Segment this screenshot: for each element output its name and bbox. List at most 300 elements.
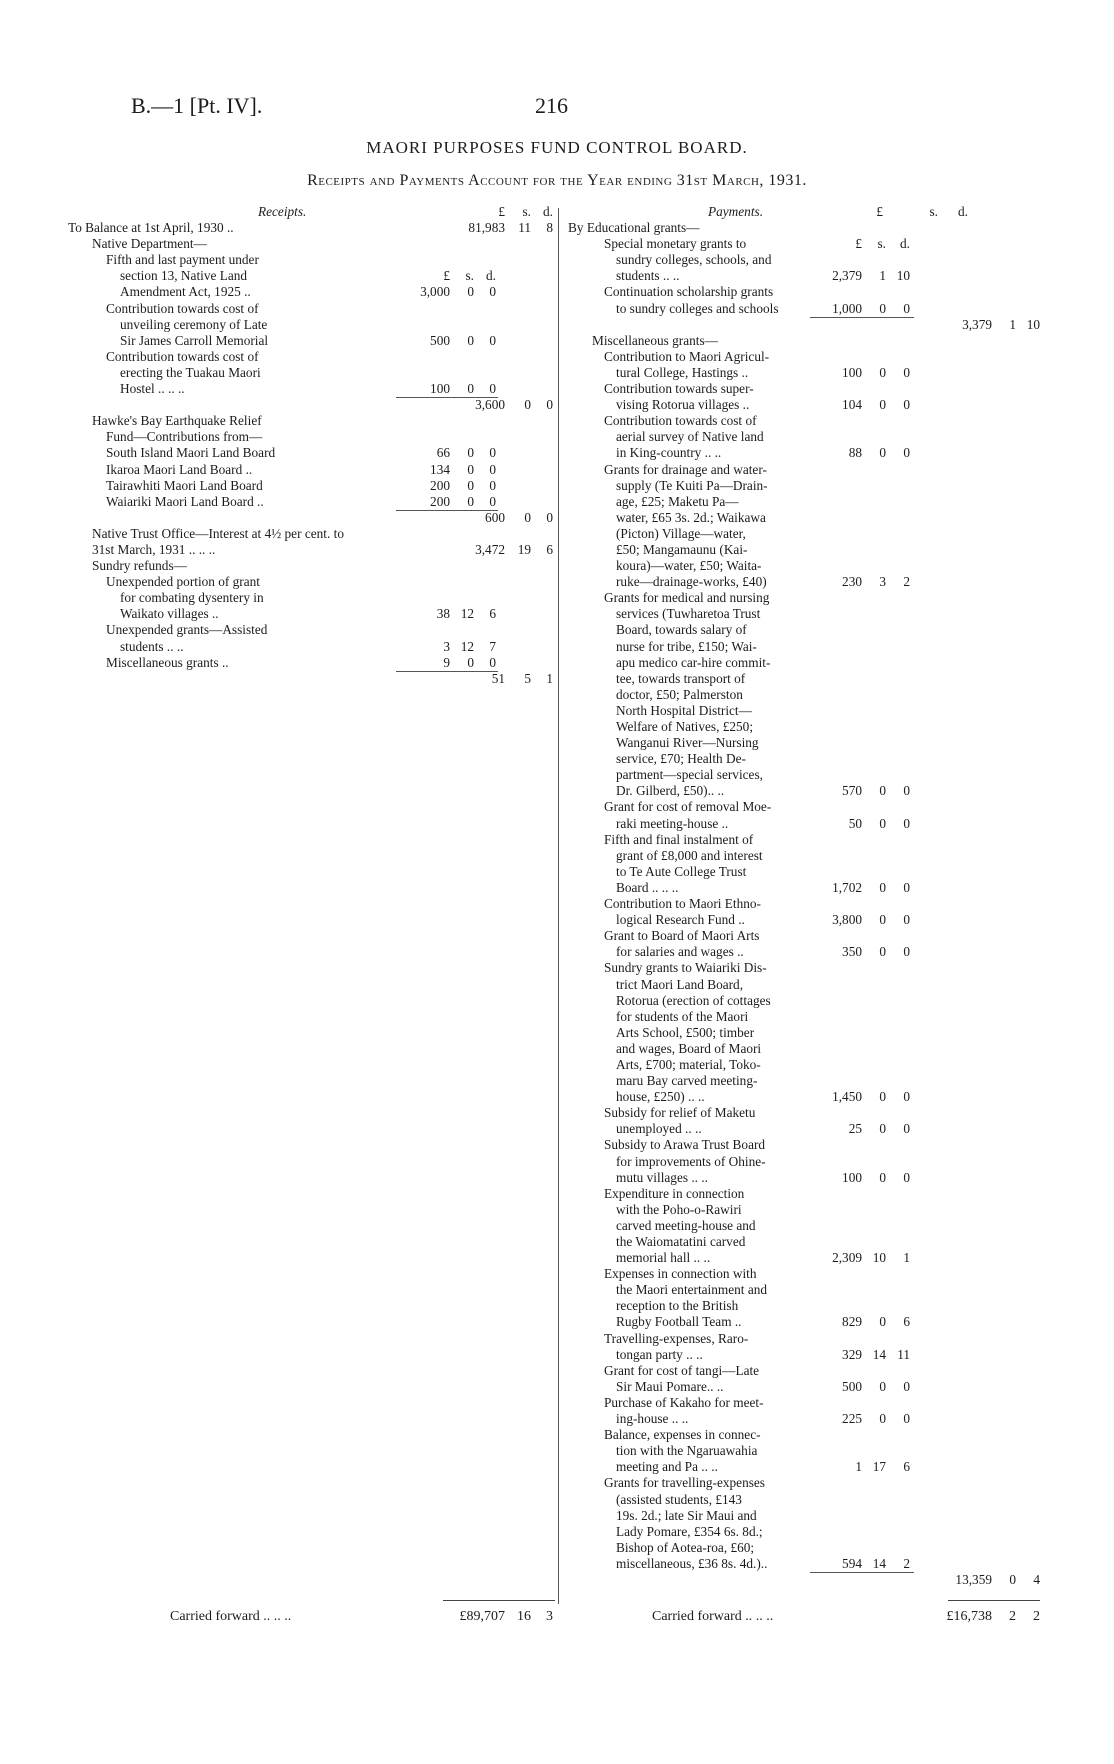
- payments-line: [568, 268, 1048, 284]
- payments-line-text: Grants for medical and nursing: [604, 590, 770, 606]
- receipts-item-shillings: 0: [467, 493, 474, 509]
- payments-line: [568, 1170, 1048, 1186]
- payments-line-text: Sundry grants to Waiariki Dis-: [604, 960, 767, 976]
- payments-subtotal-pounds: 13,359: [955, 1571, 992, 1587]
- payments-item-pence: 0: [903, 445, 910, 461]
- receipts-line: [68, 526, 553, 542]
- receipts-item-pounds: 3,000: [420, 284, 450, 300]
- payments-item-pounds: 570: [842, 783, 862, 799]
- payments-item-pence: 0: [903, 1121, 910, 1137]
- receipts-line: [68, 558, 553, 574]
- receipts-pounds-head: £: [498, 204, 505, 219]
- payments-line-text: Expenditure in connection: [604, 1185, 745, 1201]
- receipts-line-text: Waiariki Maori Land Board ..: [106, 493, 264, 509]
- payments-line-text: tion with the Ngaruawahia: [616, 1443, 758, 1459]
- receipts-subtotal-pounds: 81,983: [468, 220, 505, 236]
- payments-line: [568, 1073, 1048, 1089]
- receipts-item-pounds: 500: [430, 332, 450, 348]
- payments-line-text: apu medico car-hire commit-: [616, 654, 771, 670]
- payments-line: [568, 1508, 1048, 1524]
- payments-line: [568, 220, 1048, 236]
- payments-line-text: doctor, £50; Palmerston: [616, 686, 743, 702]
- payments-line: [568, 1314, 1048, 1330]
- receipts-item-pounds: 100: [430, 381, 450, 397]
- payments-item-pounds: 2,309: [832, 1250, 862, 1266]
- payments-line: [568, 783, 1048, 799]
- receipts-total-rule: [443, 1600, 555, 1601]
- receipts-line: [68, 462, 553, 478]
- board-title: MAORI PURPOSES FUND CONTROL BOARD.: [366, 138, 748, 157]
- payments-line-text: Grant to Board of Maori Arts: [604, 928, 760, 944]
- payments-line-text: nurse for tribe, £150; Wai-: [616, 638, 757, 654]
- payments-item-pence: 2: [903, 574, 910, 590]
- receipts-subtotal-pounds: 51: [491, 670, 505, 686]
- payments-item-shillings: 0: [879, 1378, 886, 1394]
- receipts-subtotal-shillings: 0: [524, 509, 531, 525]
- receipts-column: [68, 204, 553, 687]
- receipts-line-text: Unexpended portion of grant: [106, 574, 260, 590]
- receipts-item-pence: 7: [489, 638, 496, 654]
- payments-line: [568, 799, 1048, 815]
- receipts-line-text: To Balance at 1st April, 1930 ..: [68, 220, 234, 236]
- receipts-line-text: Tairawhiti Maori Land Board: [106, 477, 263, 493]
- receipts-line-text: Miscellaneous grants ..: [106, 654, 229, 670]
- payments-item-pence: 11: [897, 1346, 910, 1362]
- payments-line: [568, 365, 1048, 381]
- payments-line: [568, 832, 1048, 848]
- payments-item-shillings: 0: [879, 1314, 886, 1330]
- payments-item-pence: 0: [903, 1378, 910, 1394]
- payments-line-text: Travelling-expenses, Raro-: [604, 1330, 749, 1346]
- payments-line: [568, 1009, 1048, 1025]
- payments-line: [568, 333, 1048, 349]
- payments-line: [568, 445, 1048, 461]
- payments-line-text: mutu villages .. ..: [616, 1169, 708, 1185]
- payments-item-pence: 0: [903, 1411, 910, 1427]
- receipts-line-text: Native Trust Office—Interest at 4½ per cent. to: [92, 525, 344, 541]
- payments-line-text: Sir Maui Pomare.. ..: [616, 1378, 724, 1394]
- receipts-line: [68, 317, 553, 333]
- receipts-line: [68, 494, 553, 510]
- payments-total-rule: [948, 1600, 1040, 1601]
- payments-item-pounds: 594: [842, 1555, 862, 1571]
- payments-line-text: tongan party .. ..: [616, 1346, 703, 1362]
- receipts-heading-row: [68, 204, 553, 220]
- payments-line: [568, 1282, 1048, 1298]
- payments-line-text: unemployed .. ..: [616, 1121, 702, 1137]
- payments-line-text: maru Bay carved meeting-: [616, 1073, 758, 1089]
- payments-line-text: aerial survey of Native land: [616, 429, 764, 445]
- payments-line: [568, 880, 1048, 896]
- payments-line: [568, 912, 1048, 928]
- receipts-carried-pounds: £89,707: [459, 1609, 505, 1624]
- payments-heading-row: [568, 204, 1048, 220]
- payments-item-pounds: 50: [848, 815, 862, 831]
- payments-line: [568, 1025, 1048, 1041]
- payments-line: [568, 1347, 1048, 1363]
- payments-line: [568, 1298, 1048, 1314]
- payments-item-shillings: 0: [879, 300, 886, 316]
- receipts-item-pence: 6: [489, 606, 496, 622]
- receipts-line: [68, 429, 553, 445]
- receipts-line: [68, 252, 553, 268]
- payments-line-text: and wages, Board of Maori: [616, 1040, 762, 1056]
- payments-line-text: carved meeting-house and: [616, 1217, 756, 1233]
- receipts-line-text: Ikaroa Maori Land Board ..: [106, 461, 253, 477]
- payments-lines: [568, 220, 1048, 1588]
- payments-line: [568, 1363, 1048, 1379]
- receipts-subtotal-shillings: 11: [518, 220, 531, 236]
- receipts-line-text: 31st March, 1931 .. .. ..: [92, 541, 216, 557]
- payments-item-shillings: 0: [879, 783, 886, 799]
- receipts-subtotal-shillings: 19: [517, 541, 531, 557]
- payments-line: [568, 1492, 1048, 1508]
- receipts-item-pounds: 200: [430, 477, 450, 493]
- payments-line: [568, 429, 1048, 445]
- payments-item-pounds: 230: [842, 574, 862, 590]
- payments-carried-shillings: 2: [1009, 1609, 1016, 1624]
- payments-line-text: for salaries and wages ..: [616, 944, 744, 960]
- payments-item-pence: 0: [903, 1089, 910, 1105]
- receipts-carried-pence: 3: [546, 1609, 553, 1624]
- payments-line: [568, 1218, 1048, 1234]
- payments-line-text: memorial hall .. ..: [616, 1250, 711, 1266]
- payments-line-text: Contribution to Maori Agricul-: [604, 348, 770, 364]
- payments-line: [568, 655, 1048, 671]
- payments-line: [568, 1137, 1048, 1153]
- payments-subtotal-shillings: 0: [1009, 1571, 1016, 1587]
- receipts-line: [68, 445, 553, 461]
- payments-line: [568, 1041, 1048, 1057]
- payments-line-text: Rugby Football Team ..: [616, 1314, 742, 1330]
- receipts-lines: [68, 220, 553, 687]
- payments-item-pounds: 1,702: [832, 879, 862, 895]
- payments-line-text: for students of the Maori: [616, 1008, 749, 1024]
- payments-item-shillings: 0: [879, 445, 886, 461]
- receipts-item-shillings: 0: [467, 381, 474, 397]
- payments-item-shillings: 0: [879, 912, 886, 928]
- payments-line-text: Grant for cost of removal Moe-: [604, 799, 772, 815]
- payments-line: [568, 397, 1048, 413]
- payments-item-pounds: 1: [855, 1459, 862, 1475]
- payments-item-pounds: 3,800: [832, 912, 862, 928]
- payments-line-text: house, £250) .. ..: [616, 1089, 705, 1105]
- payments-line: [568, 1186, 1048, 1202]
- payments-line: [568, 1556, 1048, 1572]
- payments-line: [568, 1475, 1048, 1491]
- document-code: B.—1 [Pt. IV].: [131, 93, 263, 118]
- payments-item-pence: 0: [903, 912, 910, 928]
- receipts-item-shillings: 0: [467, 445, 474, 461]
- receipts-line-text: South Island Maori Land Board: [106, 445, 276, 461]
- receipts-item-pence: 0: [489, 477, 496, 493]
- payments-line-text: supply (Te Kuiti Pa—Drain-: [616, 477, 768, 493]
- payments-line-text: vising Rotorua villages ..: [616, 397, 750, 413]
- payments-line-text: water, £65 3s. 2d.; Waikawa: [616, 509, 766, 525]
- receipts-item-pence: 0: [489, 332, 496, 348]
- payments-item-pence: 0: [903, 879, 910, 895]
- receipts-line-text: Unexpended grants—Assisted: [106, 622, 268, 638]
- payments-item-pence: 0: [903, 300, 910, 316]
- receipts-subtotal-shillings: 0: [524, 397, 531, 413]
- payments-line: [568, 284, 1048, 300]
- payments-line: [568, 542, 1048, 558]
- payments-item-shillings: 0: [879, 397, 886, 413]
- payments-line: [568, 960, 1048, 976]
- payments-line: [568, 1331, 1048, 1347]
- payments-line-text: tee, towards transport of: [616, 670, 746, 686]
- payments-line-text: Board, towards salary of: [616, 622, 747, 638]
- payments-line: [568, 1443, 1048, 1459]
- payments-subtotal-pence: 4: [1033, 1571, 1040, 1587]
- receipts-line: [68, 413, 553, 429]
- receipts-line-text: Contribution towards cost of: [106, 300, 259, 316]
- payments-line-text: Lady Pomare, £354 6s. 8d.;: [616, 1523, 763, 1539]
- receipts-item-pence: 0: [489, 654, 496, 670]
- payments-item-pounds: 104: [842, 397, 862, 413]
- payments-line-text: By Educational grants—: [568, 220, 700, 236]
- payments-line: [568, 349, 1048, 365]
- payments-line: [568, 236, 1048, 252]
- payments-line: [568, 1379, 1048, 1395]
- payments-line: [568, 751, 1048, 767]
- payments-line: [568, 864, 1048, 880]
- payments-heading: Payments.: [708, 204, 764, 219]
- receipts-item-shillings: 0: [467, 332, 474, 348]
- payments-item-shillings: 0: [879, 1089, 886, 1105]
- payments-item-pounds: 1,450: [832, 1089, 862, 1105]
- payments-subtotal-shillings: 1: [1009, 316, 1016, 332]
- payments-pounds-head: £: [876, 204, 883, 219]
- payments-item-shillings: 0: [879, 815, 886, 831]
- receipts-item-shillings: 0: [467, 477, 474, 493]
- payments-line-text: £50; Mangamaunu (Kai-: [616, 541, 748, 557]
- receipts-line: [68, 220, 553, 236]
- receipts-item-shillings: 0: [467, 284, 474, 300]
- payments-carried-forward: [652, 1609, 773, 1625]
- receipts-line: [68, 478, 553, 494]
- receipts-item-shillings: 0: [467, 461, 474, 477]
- payments-line-text: Expenses in connection with: [604, 1266, 757, 1282]
- payments-line: [568, 478, 1048, 494]
- payments-subtotal-pounds: 3,379: [962, 316, 992, 332]
- payments-line: [568, 301, 1048, 317]
- payments-item-pounds: 100: [842, 1169, 862, 1185]
- payments-column: [568, 204, 1048, 1588]
- payments-line: [568, 1121, 1048, 1137]
- payments-line-text: the Maori entertainment and: [616, 1282, 768, 1298]
- receipts-pence-head: d.: [543, 204, 553, 219]
- payments-item-shillings: 14: [872, 1555, 886, 1571]
- payments-item-pounds: 1,000: [832, 300, 862, 316]
- payments-line: [568, 590, 1048, 606]
- payments-line-text: Contribution towards cost of: [604, 413, 757, 429]
- receipts-line: [68, 622, 553, 638]
- receipts-line-text: erecting the Tuakau Maori: [120, 364, 261, 380]
- payments-line-text: Arts, £700; material, Toko-: [616, 1056, 761, 1072]
- receipts-line-text: section 13, Native Land: [120, 268, 248, 284]
- receipts-item-shillings: 12: [460, 606, 474, 622]
- account-subtitle: Receipts and Payments Account for the Year ending 31st March, 1931.: [307, 172, 807, 189]
- payments-line-text: koura)—water, £50; Waita-: [616, 558, 762, 574]
- payments-line: [568, 1395, 1048, 1411]
- receipts-line-text: Amendment Act, 1925 ..: [120, 284, 251, 300]
- receipts-line: [68, 301, 553, 317]
- payments-line: [568, 574, 1048, 590]
- payments-item-shillings: 0: [879, 1411, 886, 1427]
- payments-item-pence: 6: [903, 1314, 910, 1330]
- payments-line-text: (Picton) Village—water,: [616, 525, 746, 541]
- payments-item-pounds: 2,379: [832, 268, 862, 284]
- payments-line-text: to sundry colleges and schools: [616, 300, 779, 316]
- payments-line: [568, 622, 1048, 638]
- receipts-line: [68, 542, 553, 558]
- payments-line-text: grant of £8,000 and interest: [616, 847, 763, 863]
- payments-item-shillings: 10: [872, 1250, 886, 1266]
- payments-line-text: Contribution towards super-: [604, 381, 754, 397]
- payments-item-pence: 0: [903, 815, 910, 831]
- receipts-line: [68, 365, 553, 381]
- payments-line-text: services (Tuwharetoa Trust: [616, 606, 761, 622]
- receipts-subtotal-pence: 0: [546, 397, 553, 413]
- receipts-line-text: Sir James Carroll Memorial: [120, 332, 269, 348]
- receipts-line: [68, 574, 553, 590]
- payments-line: [568, 317, 1048, 333]
- payments-line-text: Subsidy for relief of Maketu: [604, 1105, 756, 1121]
- payments-item-pounds: 88: [848, 445, 862, 461]
- payments-item-pence: 0: [903, 397, 910, 413]
- payments-item-shillings: 0: [879, 1169, 886, 1185]
- payments-line-text: ing-house .. ..: [616, 1411, 689, 1427]
- payments-line: [568, 639, 1048, 655]
- payments-line: [568, 1105, 1048, 1121]
- payments-line-text: Purchase of Kakaho for meet-: [604, 1394, 764, 1410]
- receipts-item-pounds: £: [443, 268, 450, 284]
- receipts-item-pounds: 66: [436, 445, 450, 461]
- receipts-item-pounds: 38: [436, 606, 450, 622]
- receipts-item-shillings: s.: [465, 268, 474, 284]
- payments-item-shillings: s.: [877, 236, 886, 252]
- receipts-carried-forward: [170, 1609, 291, 1625]
- payments-line: [568, 944, 1048, 960]
- payments-line-text: Subsidy to Arawa Trust Board: [604, 1137, 766, 1153]
- payments-line: [568, 735, 1048, 751]
- payments-item-pounds: £: [855, 236, 862, 252]
- payments-item-pounds: 350: [842, 944, 862, 960]
- payments-line: [568, 413, 1048, 429]
- payments-line-text: meeting and Pa .. ..: [616, 1459, 718, 1475]
- payments-item-shillings: 14: [872, 1346, 886, 1362]
- payments-item-shillings: 0: [879, 364, 886, 380]
- payments-subtotal-pence: 10: [1026, 316, 1040, 332]
- payments-line-text: Grants for drainage and water-: [604, 461, 767, 477]
- payments-line: [568, 977, 1048, 993]
- payments-line-text: miscellaneous, £36 8s. 4d.)..: [616, 1555, 768, 1571]
- receipts-shillings-head: s.: [522, 204, 531, 219]
- payments-line: [568, 896, 1048, 912]
- receipts-line: [68, 284, 553, 300]
- payments-line: [568, 928, 1048, 944]
- payments-item-pounds: 225: [842, 1411, 862, 1427]
- receipts-item-pence: 0: [489, 461, 496, 477]
- receipts-line-text: Native Department—: [92, 236, 207, 252]
- payments-item-pence: 10: [896, 268, 910, 284]
- payments-line-text: Special monetary grants to: [604, 236, 747, 252]
- receipts-line-text: unveiling ceremony of Late: [120, 316, 268, 332]
- payments-line: [568, 993, 1048, 1009]
- receipts-line: [68, 236, 553, 252]
- payments-line-text: North Hospital District—: [616, 702, 752, 718]
- payments-line: [568, 1057, 1048, 1073]
- payments-item-shillings: 17: [872, 1459, 886, 1475]
- payments-shillings-head: s.: [929, 204, 938, 219]
- payments-line-text: (assisted students, £143: [616, 1491, 742, 1507]
- receipts-item-pounds: 200: [430, 493, 450, 509]
- receipts-item-pounds: 9: [443, 654, 450, 670]
- payments-line: [568, 252, 1048, 268]
- receipts-line: [68, 349, 553, 365]
- receipts-subtotal-pounds: 3,472: [475, 541, 505, 557]
- payments-item-pence: 0: [903, 1169, 910, 1185]
- payments-item-pounds: 500: [842, 1378, 862, 1394]
- receipts-item-pence: 0: [489, 493, 496, 509]
- payments-pence-head: d.: [958, 204, 968, 219]
- receipts-item-pence: 0: [489, 445, 496, 461]
- payments-line-text: Rotorua (erection of cottages: [616, 992, 771, 1008]
- payments-line: [568, 671, 1048, 687]
- page-number: 216: [535, 93, 568, 118]
- receipts-line: [68, 639, 553, 655]
- payments-line: [568, 1427, 1048, 1443]
- payments-line: [568, 1524, 1048, 1540]
- receipts-line-text: for combating dysentery in: [120, 590, 264, 606]
- receipts-item-pounds: 134: [430, 461, 450, 477]
- payments-line-text: logical Research Fund ..: [616, 912, 745, 928]
- receipts-line-text: students .. ..: [120, 638, 184, 654]
- payments-line: [568, 1089, 1048, 1105]
- receipts-subtotal-pence: 6: [546, 541, 553, 557]
- payments-line: [568, 703, 1048, 719]
- payments-line-text: Arts School, £500; timber: [616, 1024, 755, 1040]
- receipts-line: [68, 606, 553, 622]
- payments-line: [568, 381, 1048, 397]
- payments-line: [568, 767, 1048, 783]
- payments-item-pence: 1: [903, 1250, 910, 1266]
- column-divider: [558, 208, 559, 1604]
- payments-item-pence: 6: [903, 1459, 910, 1475]
- payments-line: [568, 558, 1048, 574]
- payments-line: [568, 494, 1048, 510]
- payments-line-text: service, £70; Health De-: [616, 751, 746, 767]
- payments-line: [568, 1234, 1048, 1250]
- payments-item-pence: 2: [903, 1555, 910, 1571]
- payments-line-text: Fifth and final instalment of: [604, 831, 754, 847]
- payments-line-text: tural College, Hastings ..: [616, 364, 749, 380]
- payments-line-text: Miscellaneous grants—: [592, 332, 718, 348]
- payments-line-text: ruke—drainage-works, £40): [616, 574, 767, 590]
- payments-line-text: Bishop of Aotea-roa, £60;: [616, 1539, 755, 1555]
- receipts-subtotal-pounds: 600: [485, 509, 505, 525]
- payments-line-text: the Waiomatatini carved: [616, 1234, 746, 1249]
- receipts-line-text: Contribution towards cost of: [106, 348, 259, 364]
- receipts-line-text: Waikato villages ..: [120, 606, 219, 622]
- payments-line: [568, 1572, 1048, 1588]
- payments-line-text: Dr. Gilberd, £50).. ..: [616, 783, 725, 799]
- receipts-item-pence: d.: [486, 268, 496, 284]
- payments-line: [568, 719, 1048, 735]
- payments-line-text: Board .. .. ..: [616, 879, 679, 895]
- receipts-line-text: Hostel .. .. ..: [120, 381, 185, 397]
